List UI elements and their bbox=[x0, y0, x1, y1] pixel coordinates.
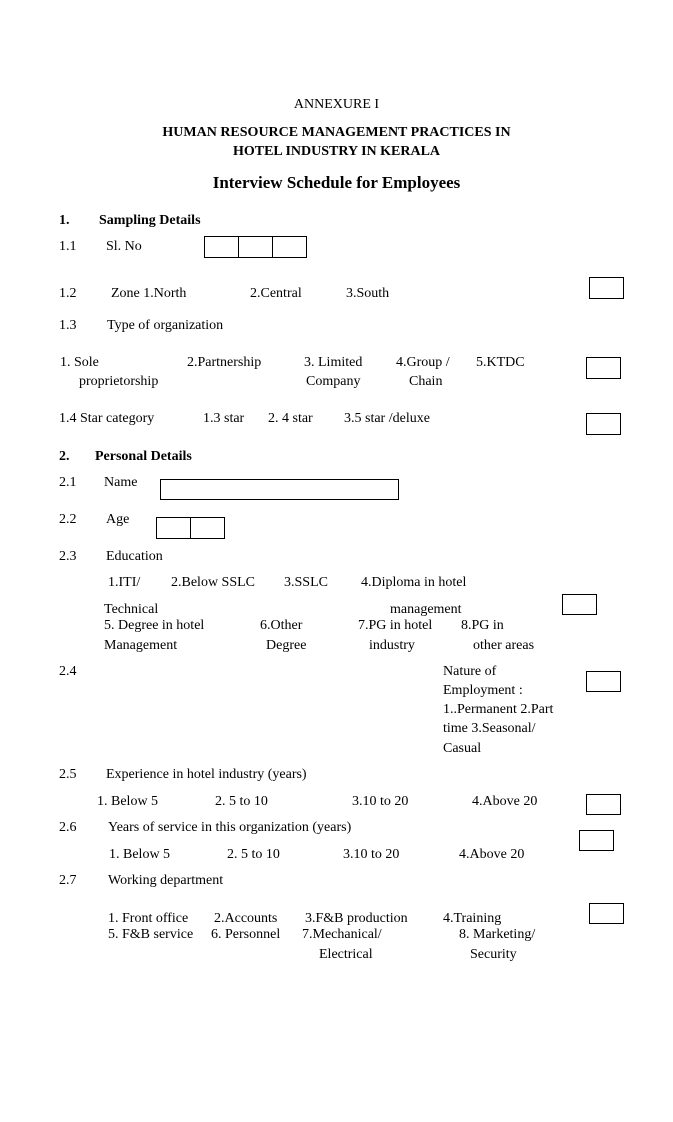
age-cell[interactable] bbox=[157, 518, 191, 538]
q2-2-number: 2.2 bbox=[59, 512, 77, 527]
q1-2-option: 2.Central bbox=[250, 286, 302, 301]
q1-3-option: 4.Group / bbox=[396, 355, 450, 370]
q1-3-option: 3. Limited bbox=[304, 355, 363, 370]
organization-type-answer-box[interactable] bbox=[586, 357, 621, 379]
sl-no-cell[interactable] bbox=[205, 237, 239, 257]
age-field[interactable] bbox=[156, 517, 225, 539]
q2-7-option: 8. Marketing/ bbox=[459, 927, 536, 942]
section1-title: Sampling Details bbox=[99, 213, 201, 228]
q1-3-option: Company bbox=[306, 374, 361, 389]
q2-3-option: 7.PG in hotel bbox=[358, 618, 433, 633]
q2-7-option: 7.Mechanical/ bbox=[302, 927, 382, 942]
q2-7-option: Electrical bbox=[319, 947, 373, 962]
q2-3-option: 6.Other bbox=[260, 618, 303, 633]
sl-no-cell[interactable] bbox=[273, 237, 306, 257]
q2-1-number: 2.1 bbox=[59, 475, 77, 490]
q2-6-option: 3.10 to 20 bbox=[343, 847, 400, 862]
q1-3-option: 5.KTDC bbox=[476, 355, 525, 370]
q2-3-option: 1.ITI/ bbox=[108, 575, 141, 590]
q2-6-option: 2. 5 to 10 bbox=[227, 847, 280, 862]
q2-5-option: 1. Below 5 bbox=[97, 794, 159, 809]
sl-no-field[interactable] bbox=[204, 236, 307, 258]
q2-3-option: 3.SSLC bbox=[284, 575, 328, 590]
q2-3-option: Degree bbox=[266, 638, 307, 653]
employment-nature-answer-box[interactable] bbox=[586, 671, 621, 692]
q2-3-label: Education bbox=[106, 549, 163, 564]
q1-3-option: 1. Sole bbox=[60, 355, 99, 370]
q2-7-option: 6. Personnel bbox=[211, 927, 281, 942]
q2-3-option: management bbox=[390, 602, 462, 617]
section2-title: Personal Details bbox=[95, 449, 192, 464]
q2-7-option: 3.F&B production bbox=[305, 911, 408, 926]
q1-2-number: 1.2 bbox=[59, 286, 77, 301]
section1-number: 1. bbox=[59, 213, 70, 228]
q2-5-number: 2.5 bbox=[59, 767, 77, 782]
q1-3-option: Chain bbox=[409, 374, 443, 389]
q2-7-option: 2.Accounts bbox=[214, 911, 278, 926]
q1-3-option: proprietorship bbox=[79, 374, 159, 389]
q2-7-option: Security bbox=[470, 947, 517, 962]
q1-1-number: 1.1 bbox=[59, 239, 77, 254]
q2-4-text: 1..Permanent 2.Part bbox=[443, 702, 554, 717]
experience-answer-box[interactable] bbox=[586, 794, 621, 815]
q1-4-option: 3.5 star /deluxe bbox=[344, 411, 430, 426]
age-cell[interactable] bbox=[191, 518, 224, 538]
q2-7-option: 5. F&B service bbox=[108, 927, 194, 942]
department-answer-box[interactable] bbox=[589, 903, 624, 924]
q1-1-label: Sl. No bbox=[106, 239, 142, 254]
q2-3-option: industry bbox=[369, 638, 415, 653]
q1-3-option: 2.Partnership bbox=[187, 355, 262, 370]
section2-number: 2. bbox=[59, 449, 70, 464]
q1-4-label: 1.4 Star category bbox=[59, 411, 155, 426]
q2-4-text: Casual bbox=[443, 741, 482, 756]
q1-3-number: 1.3 bbox=[59, 318, 77, 333]
q2-4-text: Employment : bbox=[443, 683, 523, 698]
q2-3-number: 2.3 bbox=[59, 549, 77, 564]
q2-3-option: Management bbox=[104, 638, 178, 653]
q2-3-option: other areas bbox=[473, 638, 535, 653]
q2-4-text: Nature of bbox=[443, 664, 497, 679]
annexure-label: ANNEXURE I bbox=[293, 97, 380, 112]
title-line-2: HOTEL INDUSTRY IN KERALA bbox=[232, 144, 441, 159]
q2-3-option: 2.Below SSLC bbox=[171, 575, 256, 590]
q1-3-label: Type of organization bbox=[107, 318, 224, 333]
q2-3-option: 8.PG in bbox=[461, 618, 504, 633]
q2-7-option: 4.Training bbox=[443, 911, 502, 926]
q2-6-label: Years of service in this organization (years) bbox=[108, 820, 352, 835]
q2-3-option: 5. Degree in hotel bbox=[104, 618, 205, 633]
service-years-answer-box[interactable] bbox=[579, 830, 614, 851]
q1-4-option: 2. 4 star bbox=[268, 411, 313, 426]
q2-2-label: Age bbox=[106, 512, 130, 527]
q2-5-option: 4.Above 20 bbox=[472, 794, 538, 809]
q2-7-label: Working department bbox=[108, 873, 224, 888]
q1-2-option: 3.South bbox=[346, 286, 390, 301]
q1-4-option: 1.3 star bbox=[203, 411, 245, 426]
page-subtitle: Interview Schedule for Employees bbox=[212, 173, 461, 192]
title-line-1: HUMAN RESOURCE MANAGEMENT PRACTICES IN bbox=[162, 125, 511, 140]
q2-3-option: Technical bbox=[104, 602, 159, 617]
q2-4-number: 2.4 bbox=[59, 664, 77, 679]
q2-6-option: 4.Above 20 bbox=[459, 847, 525, 862]
q2-6-option: 1. Below 5 bbox=[109, 847, 171, 862]
q2-7-option: 1. Front office bbox=[108, 911, 189, 926]
q2-1-label: Name bbox=[104, 475, 138, 490]
q2-3-option: 4.Diploma in hotel bbox=[361, 575, 467, 590]
q2-5-label: Experience in hotel industry (years) bbox=[106, 767, 307, 782]
q1-2-label: Zone 1.North bbox=[111, 286, 187, 301]
q2-5-option: 2. 5 to 10 bbox=[215, 794, 268, 809]
name-field[interactable] bbox=[160, 479, 399, 500]
q2-7-number: 2.7 bbox=[59, 873, 77, 888]
education-answer-box[interactable] bbox=[562, 594, 597, 615]
q2-4-text: time 3.Seasonal/ bbox=[443, 721, 536, 736]
zone-answer-box[interactable] bbox=[589, 277, 624, 299]
q2-5-option: 3.10 to 20 bbox=[352, 794, 409, 809]
sl-no-cell[interactable] bbox=[239, 237, 273, 257]
q2-6-number: 2.6 bbox=[59, 820, 77, 835]
star-category-answer-box[interactable] bbox=[586, 413, 621, 435]
